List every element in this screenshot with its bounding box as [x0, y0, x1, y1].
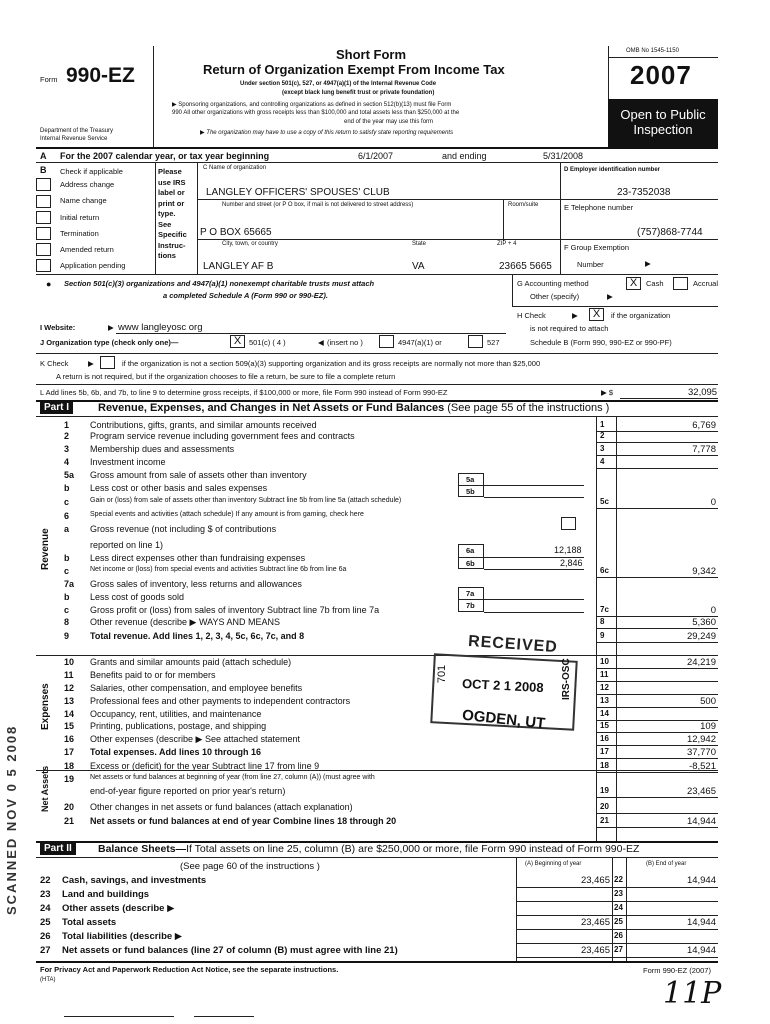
line-number: a	[64, 524, 70, 534]
state: VA	[412, 261, 425, 272]
line-description: Total revenue. Add lines 1, 2, 3, 4, 5c, 6c, 7c, and 8	[90, 631, 305, 641]
line-number: b	[64, 483, 70, 493]
line-description: Less direct expenses other than fundraising expenses	[90, 553, 306, 563]
dept-line-1: Department of the Treasury	[40, 128, 114, 134]
line-description: Total expenses. Add lines 10 through 16	[90, 747, 262, 757]
accrual-method-checkbox[interactable]	[673, 277, 688, 290]
end-of-year-amount: 14,944	[686, 917, 716, 928]
form-label: Form	[40, 75, 58, 84]
line-box-number: 22	[614, 875, 623, 884]
line-description: end-of-year figure reported on prior year's return)	[90, 786, 286, 796]
line-number: 9	[64, 631, 70, 641]
line-description: Gross sales of inventory, less returns and allowances	[90, 579, 302, 589]
line-amount: 0	[710, 497, 716, 508]
part-1-label: Part I	[40, 401, 73, 414]
gross-receipts-value: 32,095	[688, 387, 718, 398]
line-box-number: 15	[600, 721, 609, 730]
line-number: 8	[64, 617, 70, 627]
line-box-number: 14	[600, 709, 609, 718]
street-address: P O BOX 65665	[200, 227, 272, 238]
line-amount: 37,770	[686, 747, 716, 758]
beginning-of-year-amount: 23,465	[580, 875, 610, 886]
line-box-number: 7c	[600, 605, 609, 614]
line-number: 14	[64, 709, 75, 719]
line-description: Gross amount from sale of assets other than inventory	[90, 470, 307, 480]
line-6b-value: 2,846	[560, 558, 583, 568]
line-box-number: 4	[600, 457, 605, 466]
line-number: 4	[64, 457, 70, 467]
subtitle-1: Under section 501(c), 527, or 4947(a)(1) of the Internal Revenue Code	[240, 81, 437, 87]
line-box-number: 24	[614, 903, 623, 912]
line-box-number: 8	[600, 617, 605, 626]
line-description: Other expenses (describe ▶ See attached statement	[90, 734, 301, 744]
termination-checkbox[interactable]	[36, 227, 51, 240]
line-number: 27	[40, 945, 51, 956]
line-number: 1	[64, 420, 70, 430]
title-main: Return of Organization Exempt From Income Tax	[203, 62, 505, 77]
tax-year: 2007	[630, 60, 692, 90]
line-box-number: 25	[614, 917, 623, 926]
line-description: Other assets (describe ▶	[62, 903, 175, 914]
line-description: Program service revenue including government fees and contracts	[90, 431, 355, 441]
line-box-number: 19	[600, 786, 609, 795]
line-description: Contributions, gifts, grants, and similar amounts received	[90, 420, 317, 430]
line-description: Gross revenue (not including $ of contributions	[90, 524, 277, 534]
end-of-year-amount: 14,944	[686, 945, 716, 956]
tax-year-begin: 6/1/2007	[358, 151, 394, 161]
line-amount: -8,521	[689, 761, 716, 772]
line-k-checkbox[interactable]	[100, 356, 115, 369]
line-number: 25	[40, 917, 51, 928]
line-box-number: 1	[600, 420, 605, 429]
line-box-number: 26	[614, 931, 623, 940]
initial-return-checkbox[interactable]	[36, 211, 51, 224]
subtitle-5: end of the year may use this form	[344, 119, 434, 125]
employer-id-number: 23-7352038	[617, 187, 671, 198]
line-number: 18	[64, 761, 75, 771]
line-amount: 24,219	[686, 657, 716, 668]
line-description: Printing, publications, postage, and shipping	[90, 721, 267, 731]
telephone-number: (757)868-7744	[637, 227, 703, 238]
end-of-year-amount: 14,944	[686, 875, 716, 886]
line-box-number: 2	[600, 431, 605, 440]
line-box-number: 11	[600, 670, 609, 679]
line-number: 22	[40, 875, 51, 886]
line-description: Land and buildings	[62, 889, 150, 900]
address-change-checkbox[interactable]	[36, 178, 51, 191]
expenses-side-label: Expenses	[40, 683, 51, 730]
privacy-notice: For Privacy Act and Paperwork Reduction Act Notice, see the separate instructions.	[40, 965, 339, 974]
line-description: Benefits paid to or for members	[90, 670, 216, 680]
zip-code: 23665 5665	[499, 261, 552, 272]
form-number: 990-EZ	[66, 64, 135, 87]
dept-line-2: Internal Revenue Service	[40, 136, 108, 142]
line-number: 15	[64, 721, 75, 731]
gaming-checkbox[interactable]	[561, 517, 576, 530]
line-number: 13	[64, 696, 75, 706]
line-description: Less cost of goods sold	[90, 592, 185, 602]
amended-return-checkbox[interactable]	[36, 243, 51, 256]
line-6a-value: 12,188	[554, 545, 582, 555]
omb-number: OMB No 1545-1150	[626, 48, 679, 54]
part-2-title: Balance Sheets—If Total assets on line 25, column (B) are $250,000 or more, file Form 990 instead of Form 990-EZ	[98, 843, 640, 855]
line-number: 16	[64, 734, 75, 744]
line-amount: 12,942	[686, 734, 716, 745]
line-box-number: 5c	[600, 497, 609, 506]
line-description: Net assets or fund balances (line 27 of column (B) must agree with line 21)	[62, 945, 398, 956]
line-number: 24	[40, 903, 51, 914]
line-box-number: 23	[614, 889, 623, 898]
line-amount: 500	[700, 696, 716, 707]
line-number: 3	[64, 444, 70, 454]
line-amount: 0	[710, 605, 716, 616]
4947a1-checkbox[interactable]	[379, 335, 394, 348]
group-exemption-arrow: ▶	[645, 259, 651, 268]
line-description: Gross profit or (loss) from sales of inventory Subtract line 7b from line 7a	[90, 605, 380, 615]
form-reference: Form 990-EZ (2007)	[643, 966, 711, 975]
line-description: Other revenue (describe ▶ WAYS AND MEANS	[90, 617, 280, 627]
line-description: Cash, savings, and investments	[62, 875, 207, 886]
line-box-number: 21	[600, 816, 609, 825]
subtitle-6: ▶ The organization may have to use a copy of this return to satisfy state reporting requirements	[200, 130, 454, 136]
application-pending-checkbox[interactable]	[36, 259, 51, 272]
line-description: reported on line 1)	[90, 540, 164, 550]
schedule-b-checkbox[interactable]: X	[589, 308, 604, 321]
line-description: Investment income	[90, 457, 166, 467]
received-date: OCT 2 1 2008	[461, 675, 544, 696]
net-assets-side-label: Net Assets	[40, 765, 50, 812]
scanned-stamp: SCANNED NOV 0 5 2008	[4, 724, 19, 915]
line-amount: 7,778	[692, 444, 716, 455]
line-box-number: 13	[600, 696, 609, 705]
line-number: 7a	[64, 579, 75, 589]
line-number: c	[64, 605, 70, 615]
handwritten-note: 11P	[663, 976, 722, 1011]
line-description: Excess or (deficit) for the year Subtract line 17 from line 9	[90, 761, 320, 771]
line-number: 20	[64, 802, 75, 812]
line-description: Less cost or other basis and sales expenses	[90, 483, 268, 493]
line-amount: 6,769	[692, 420, 716, 431]
line-description: Special events and activities (attach schedule) If any amount is from gaming, check here	[90, 511, 364, 518]
line-number: c	[64, 497, 70, 507]
beginning-of-year-amount: 23,465	[580, 945, 610, 956]
line-description: Gain or (loss) from sale of assets other than inventory Subtract line 5b from line 5a (attach schedule)	[90, 497, 402, 504]
line-number: b	[64, 592, 70, 602]
subtitle-3: ▶ Sponsoring organizations, and controlling organizations as defined in section 512(b)(13) must file Form	[172, 102, 452, 108]
part-1-title: Revenue, Expenses, and Changes in Net Assets or Fund Balances (See page 55 of the instructions )	[98, 402, 610, 414]
line-description: Net income or (loss) from special events and activities Subtract line 6b from line 6a	[90, 566, 347, 573]
tax-year-end: 5/31/2008	[543, 151, 584, 161]
line-amount: 109	[700, 721, 716, 732]
city: LANGLEY AF B	[203, 261, 274, 272]
line-box-number: 10	[600, 657, 609, 666]
subtitle-4: 990 All other organizations with gross receipts less than $100,000 and total assets less than $250,000 at the	[172, 110, 460, 116]
line-number: 2	[64, 431, 70, 441]
line-amount: 5,360	[692, 617, 716, 628]
line-description: Total liabilities (describe ▶	[62, 931, 183, 942]
line-description: Net assets or fund balances at beginning of year (from line 27, column (A)) (must agree with	[90, 774, 375, 781]
line-number: b	[64, 553, 70, 563]
line-box-number: 3	[600, 444, 605, 453]
line-box-number: 12	[600, 683, 609, 692]
501c-checkbox[interactable]: X	[230, 335, 245, 348]
line-box-number: 17	[600, 747, 609, 756]
name-change-checkbox[interactable]	[36, 195, 51, 208]
527-checkbox[interactable]	[468, 335, 483, 348]
line-number: 23	[40, 889, 51, 900]
line-box-number: 9	[600, 631, 605, 640]
line-number: c	[64, 566, 70, 576]
line-number: 11	[64, 670, 74, 680]
line-number: 12	[64, 683, 75, 693]
part-2-label: Part II	[40, 842, 76, 855]
line-amount: 29,249	[686, 631, 716, 642]
line-amount: 14,944	[686, 816, 716, 827]
please-print-label: Please use IRS label or print or type. See Specific Instruc- tions	[158, 167, 187, 260]
line-number: 26	[40, 931, 51, 942]
line-a-text: For the 2007 calendar year, or tax year beginning	[60, 151, 270, 161]
website-url: www langleyosc org	[118, 322, 203, 333]
line-description: Net assets or fund balances at end of year Combine lines 18 through 20	[90, 816, 397, 826]
title-short: Short Form	[336, 47, 407, 62]
line-amount: 23,465	[686, 786, 716, 797]
line-box-number: 27	[614, 945, 623, 954]
cash-method-checkbox[interactable]: X	[626, 277, 641, 290]
line-box-number: 16	[600, 734, 609, 743]
column-a-header: (A) Beginning of year	[525, 861, 582, 867]
revenue-side-label: Revenue	[40, 528, 51, 570]
line-box-number: 6c	[600, 566, 609, 575]
line-description: Salaries, other compensation, and employee benefits	[90, 683, 303, 693]
line-description: Total assets	[62, 917, 117, 928]
column-b-header: (B) End of year	[646, 861, 687, 867]
line-box-number: 18	[600, 761, 609, 770]
organization-name: LANGLEY OFFICERS' SPOUSES' CLUB	[206, 187, 390, 198]
beginning-of-year-amount: 23,465	[580, 917, 610, 928]
line-amount: 9,342	[692, 566, 716, 577]
subtitle-2: (except black lung benefit trust or private foundation)	[282, 90, 435, 96]
open-to-public-banner: Open to Public Inspection	[608, 99, 718, 147]
line-number: 19	[64, 774, 75, 784]
line-number: 6	[64, 511, 70, 521]
line-number: 5a	[64, 470, 75, 480]
line-description: Other changes in net assets or fund balances (attach explanation)	[90, 802, 353, 812]
line-description: Grants and similar amounts paid (attach schedule)	[90, 657, 292, 667]
line-number: 17	[64, 747, 75, 757]
line-description: Occupancy, rent, utilities, and maintenance	[90, 709, 262, 719]
line-description: Professional fees and other payments to independent contractors	[90, 696, 351, 706]
line-description: Membership dues and assessments	[90, 444, 235, 454]
line-box-number: 20	[600, 802, 609, 811]
line-number: 10	[64, 657, 75, 667]
line-number: 21	[64, 816, 75, 826]
